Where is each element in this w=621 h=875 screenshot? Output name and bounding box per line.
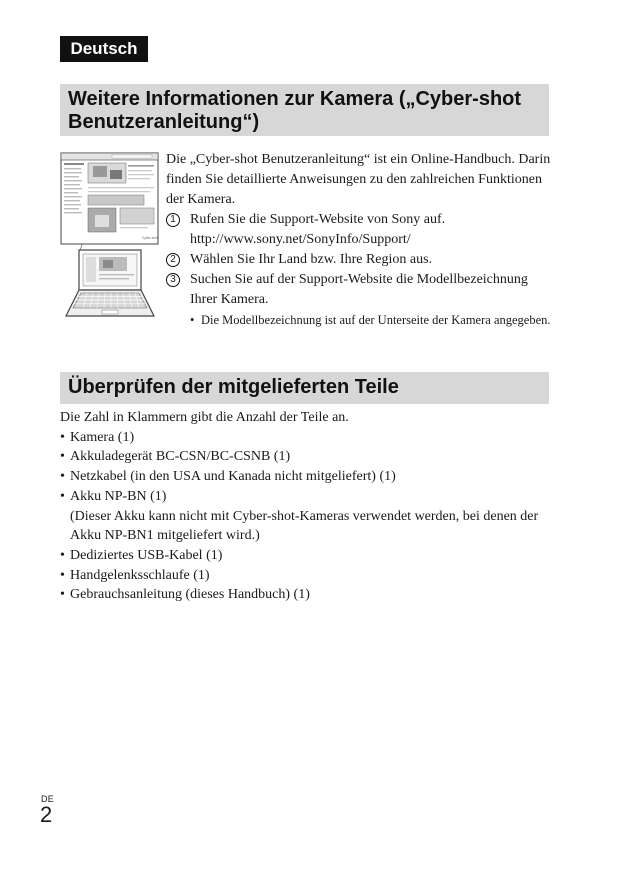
- list-item: [60, 566, 550, 586]
- more-info-intro: Die „Cyber-shot Benutzeranleitung“ ist ein Online-Handbuch. Darin finden Sie detaillierte Anweisungen zu den zahlreichen Funktionen der Kamera.: [166, 152, 551, 207]
- cyber-shot-logo: Cyber-shot: [142, 236, 158, 240]
- bullet-icon: •: [60, 429, 65, 445]
- bullet-icon: •: [60, 547, 65, 563]
- item-camera: Kamera (1): [70, 429, 135, 445]
- supplied-items-list: [60, 408, 550, 605]
- browser-window-illustration: [61, 153, 158, 244]
- section-heading-more-info: Weitere Informationen zur Kamera („Cyber-shot Benutzeranleitung“): [60, 84, 549, 136]
- list-item: [60, 428, 550, 448]
- list-item: [60, 467, 550, 487]
- step-number-3: 3: [166, 273, 180, 287]
- bullet-icon: •: [60, 469, 65, 485]
- bullet-icon: •: [190, 313, 195, 327]
- browser-laptop-illustration: [60, 150, 160, 320]
- item-wrist-strap: Handgelenksschlaufe (1): [70, 567, 210, 583]
- step-2-text: Wählen Sie Ihr Land bzw. Ihre Region aus.: [190, 252, 433, 267]
- bullet-icon: •: [60, 587, 65, 603]
- bullet-icon: •: [60, 449, 65, 465]
- supplied-items-intro: Die Zahl in Klammern gibt die Anzahl der Teile an.: [60, 410, 349, 425]
- item-usb-cable: Dediziertes USB-Kabel (1): [70, 547, 223, 563]
- bullet-icon: •: [60, 567, 65, 583]
- step-1: [166, 210, 551, 250]
- more-info-content: [166, 150, 551, 329]
- page-number: 2: [40, 802, 53, 827]
- list-item: [60, 585, 550, 605]
- list-item: [60, 447, 550, 467]
- language-tab: Deutsch: [60, 36, 148, 62]
- battery-note: (Dieser Akku kann nicht mit Cyber-shot-Kameras verwendet werden, bei denen der Akku NP-BN1 mitgeliefert wird.): [70, 508, 539, 544]
- step-number-1: 1: [166, 213, 180, 227]
- section-heading-supplied-items: Überprüfen der mitgelieferten Teile: [60, 372, 549, 404]
- item-charger: Akkuladegerät BC-CSN/BC-CSNB (1): [70, 449, 291, 465]
- model-name-note-text: Die Modellbezeichnung ist auf der Unterseite der Kamera angegeben.: [201, 313, 551, 327]
- item-power-cord: Netzkabel (in den USA und Kanada nicht mitgeliefert) (1): [70, 469, 396, 485]
- step-number-2: 2: [166, 253, 180, 267]
- support-url: http://www.sony.net/SonyInfo/Support/: [190, 232, 411, 247]
- bullet-icon: •: [60, 488, 65, 504]
- list-item: [60, 487, 550, 546]
- step-3-text: Suchen Sie auf der Support-Website die Modellbezeichnung Ihrer Kamera.: [190, 272, 528, 307]
- list-item: [60, 546, 550, 566]
- model-name-note: [166, 311, 551, 329]
- step-1-text: Rufen Sie die Support-Website von Sony auf.: [190, 212, 446, 227]
- step-2: [166, 250, 551, 270]
- laptop-icon: [66, 244, 154, 316]
- item-instruction-manual: Gebrauchsanleitung (dieses Handbuch) (1): [70, 587, 310, 603]
- item-battery: Akku NP-BN (1): [70, 488, 167, 504]
- step-3: [166, 270, 551, 310]
- page-language-code: DE: [41, 794, 55, 804]
